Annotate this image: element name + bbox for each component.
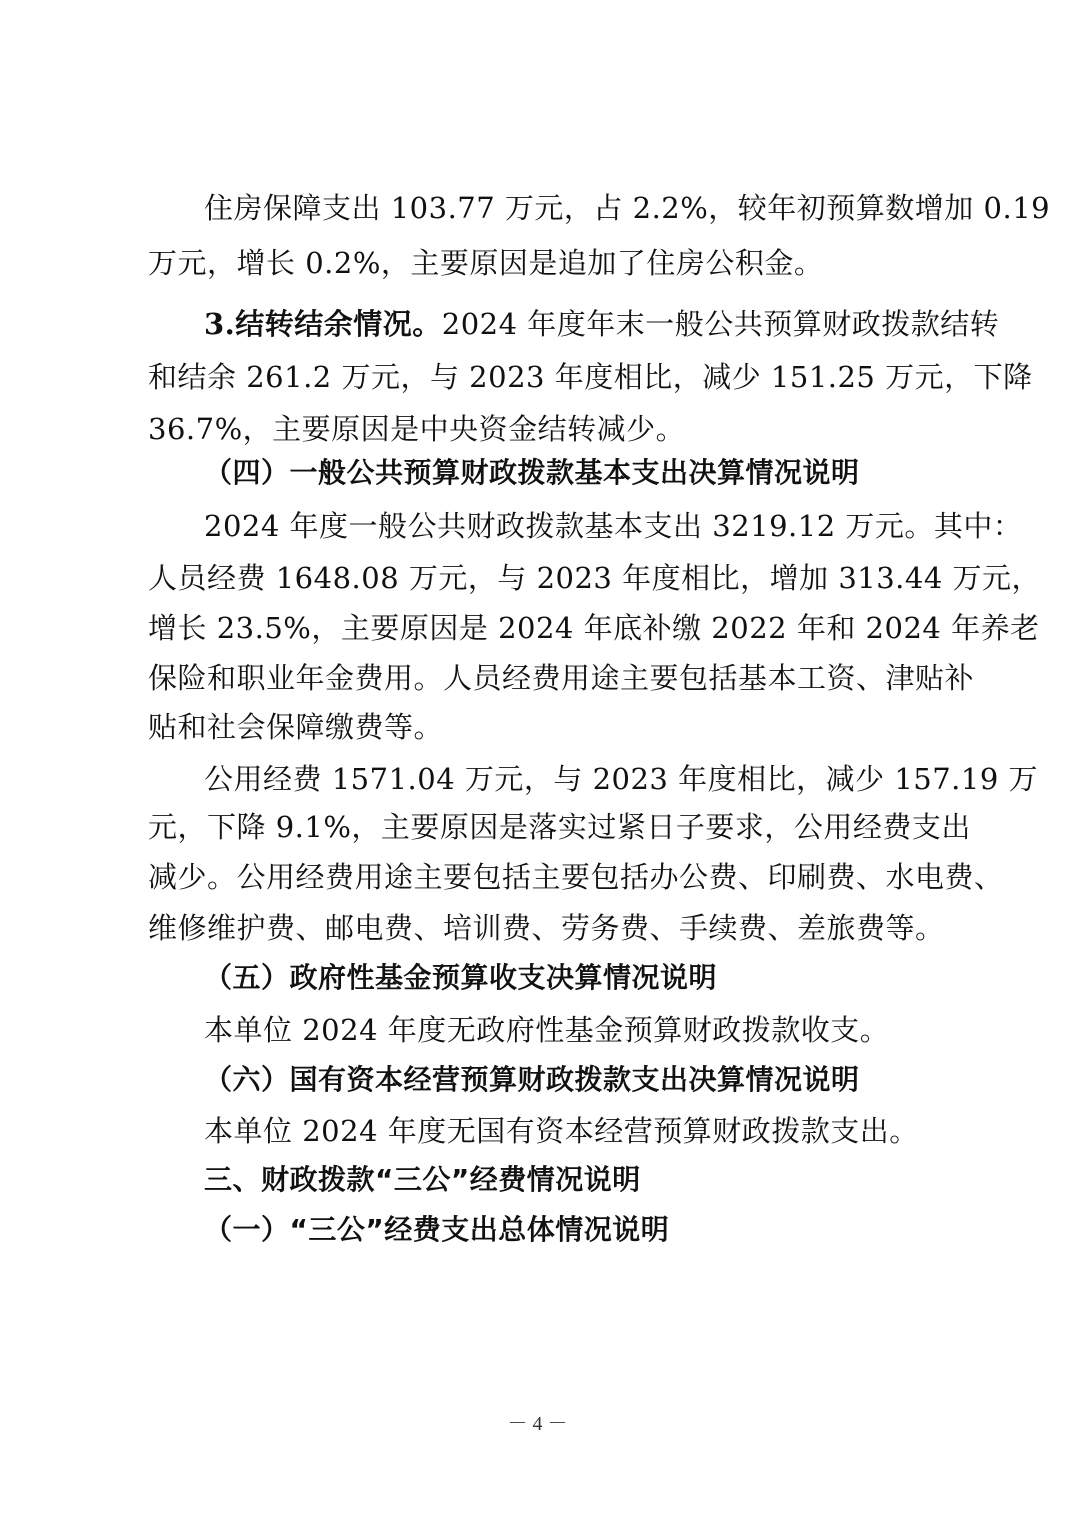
paragraph-line: 36.7%，主要原因是中央资金结转减少。: [148, 412, 686, 446]
paragraph-line: 增长 23.5%，主要原因是 2024 年底补缴 2022 年和 2024 年养老: [148, 611, 1040, 645]
paragraph-text: 2024 年度年末一般公共预算财政拨款结转: [441, 307, 1000, 341]
section-heading: （六）国有资本经营预算财政拨款支出决算情况说明: [204, 1063, 860, 1096]
section-heading: （五）政府性基金预算收支决算情况说明: [204, 961, 718, 994]
paragraph-line: 和结余 261.2 万元，与 2023 年度相比，减少 151.25 万元，下降: [148, 360, 1033, 394]
page-number: － 4 －: [507, 1413, 568, 1435]
paragraph-line: 住房保障支出 103.77 万元，占 2.2%，较年初预算数增加 0.19: [204, 191, 1051, 225]
paragraph-line: [204, 303, 1000, 345]
paragraph-line: 维修维护费、邮电费、培训费、劳务费、手续费、差旅费等。: [148, 911, 945, 945]
section-heading: （四）一般公共预算财政拨款基本支出决算情况说明: [204, 456, 860, 489]
paragraph-line: 万元，增长 0.2%，主要原因是追加了住房公积金。: [148, 246, 824, 280]
paragraph-line: 减少。公用经费用途主要包括主要包括办公费、印刷费、水电费、: [148, 860, 1004, 894]
paragraph-line: 本单位 2024 年度无国有资本经营预算财政拨款支出。: [204, 1114, 919, 1148]
section-heading: （一）“三公”经费支出总体情况说明: [204, 1213, 670, 1246]
paragraph-line: 保险和职业年金费用。人员经费用途主要包括基本工资、津贴补: [148, 661, 975, 695]
paragraph-line: 人员经费 1648.08 万元，与 2023 年度相比，增加 313.44 万元，: [148, 561, 1042, 595]
paragraph-line: 2024 年度一般公共财政拨款基本支出 3219.12 万元。其中：: [204, 509, 1023, 543]
paragraph-line: 元，下降 9.1%，主要原因是落实过紧日子要求，公用经费支出: [148, 810, 971, 844]
subheading-inline: 3.结转结余情况。: [204, 307, 442, 341]
paragraph-line: 贴和社会保障缴费等。: [148, 710, 444, 744]
paragraph-line: 公用经费 1571.04 万元，与 2023 年度相比，减少 157.19 万: [204, 762, 1039, 796]
paragraph-line: 本单位 2024 年度无政府性基金预算财政拨款收支。: [204, 1013, 890, 1047]
chapter-heading: 三、财政拨款“三公”经费情况说明: [204, 1163, 641, 1196]
